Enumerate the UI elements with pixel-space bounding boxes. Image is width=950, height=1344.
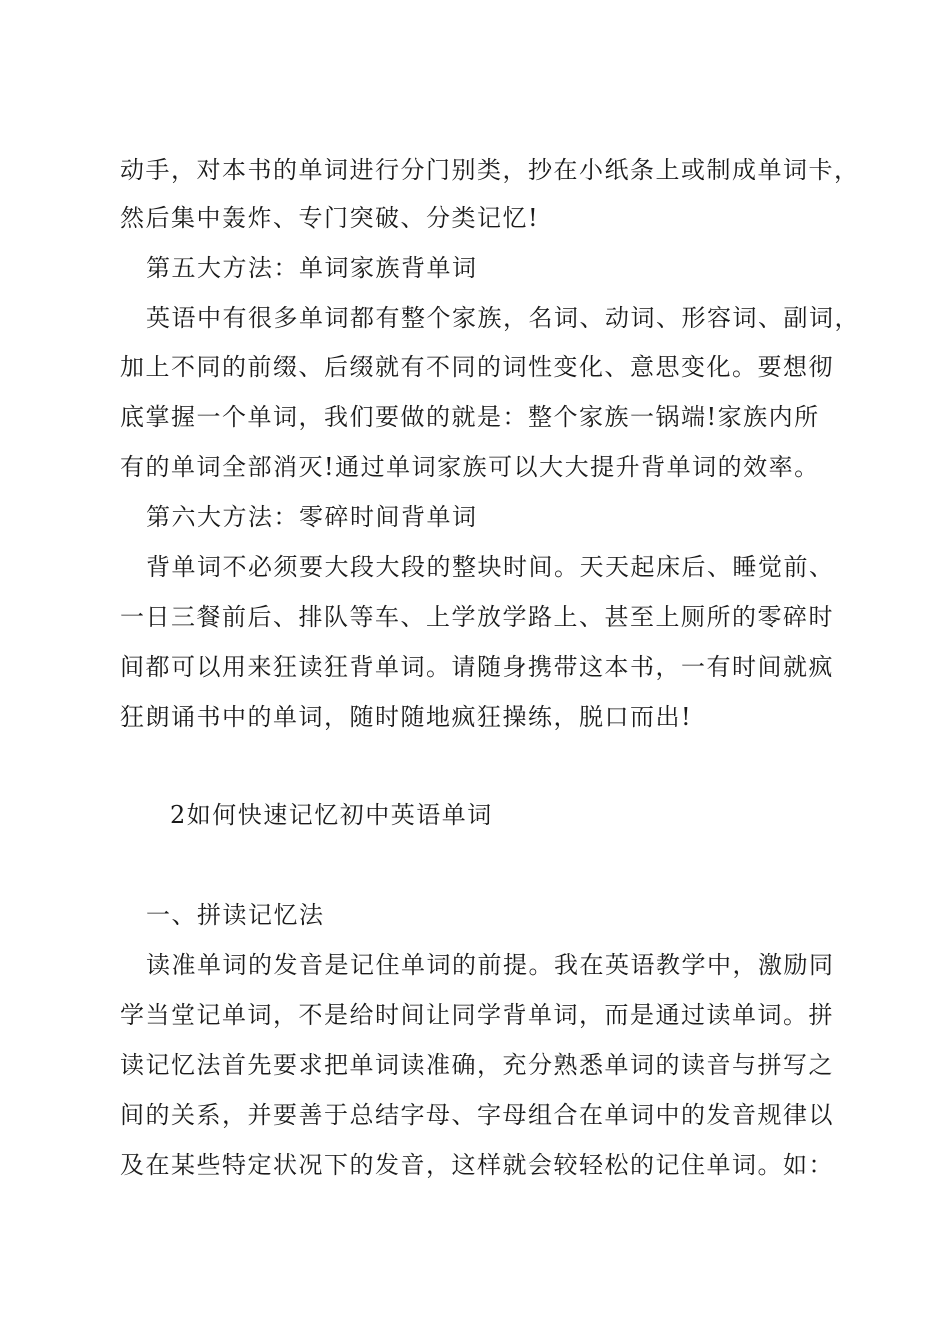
paragraph-line: 然后集中轰炸、专门突破、分类记忆! — [120, 204, 540, 232]
paragraph-line: 一日三餐前后、排队等车、上学放学路上、甚至上厕所的零碎时 — [120, 603, 834, 631]
paragraph-line: 背单词不必须要大段大段的整块时间。天天起床后、睡觉前、 — [146, 553, 835, 581]
method-heading: 第六大方法：零碎时间背单词 — [146, 503, 478, 531]
paragraph-line: 有的单词全部消灭!通过单词家族可以大大提升背单词的效率。 — [120, 453, 820, 481]
section-title: 2如何快速记忆初中英语单词 — [170, 801, 493, 829]
paragraph-line: 间的关系，并要善于总结字母、字母组合在单词中的发音规律以 — [120, 1101, 834, 1129]
paragraph-line: 间都可以用来狂读狂背单词。请随身携带这本书，一有时间就疯 — [120, 653, 834, 681]
paragraph-line: 底掌握一个单词，我们要做的就是：整个家族一锅端!家族内所 — [120, 403, 820, 431]
paragraph-line: 英语中有很多单词都有整个家族，名词、动词、形容词、副词， — [146, 304, 860, 332]
paragraph-line: 及在某些特定状况下的发音，这样就会较轻松的记住单词。如： — [120, 1151, 834, 1179]
paragraph-line: 加上不同的前缀、后缀就有不同的词性变化、意思变化。要想彻 — [120, 353, 834, 381]
paragraph-line: 读准单词的发音是记住单词的前提。我在英语教学中，激励同 — [146, 951, 835, 979]
paragraph-line: 动手，对本书的单词进行分门别类，抄在小纸条上或制成单词卡， — [120, 156, 860, 184]
method-heading: 第五大方法：单词家族背单词 — [146, 254, 478, 282]
sub-heading: 一、拼读记忆法 — [146, 901, 325, 929]
paragraph-line: 狂朗诵书中的单词，随时随地疯狂操练，脱口而出! — [120, 703, 693, 731]
paragraph-line: 学当堂记单词，不是给时间让同学背单词，而是通过读单词。拼 — [120, 1001, 834, 1029]
paragraph-line: 读记忆法首先要求把单词读准确，充分熟悉单词的读音与拼写之 — [120, 1051, 834, 1079]
